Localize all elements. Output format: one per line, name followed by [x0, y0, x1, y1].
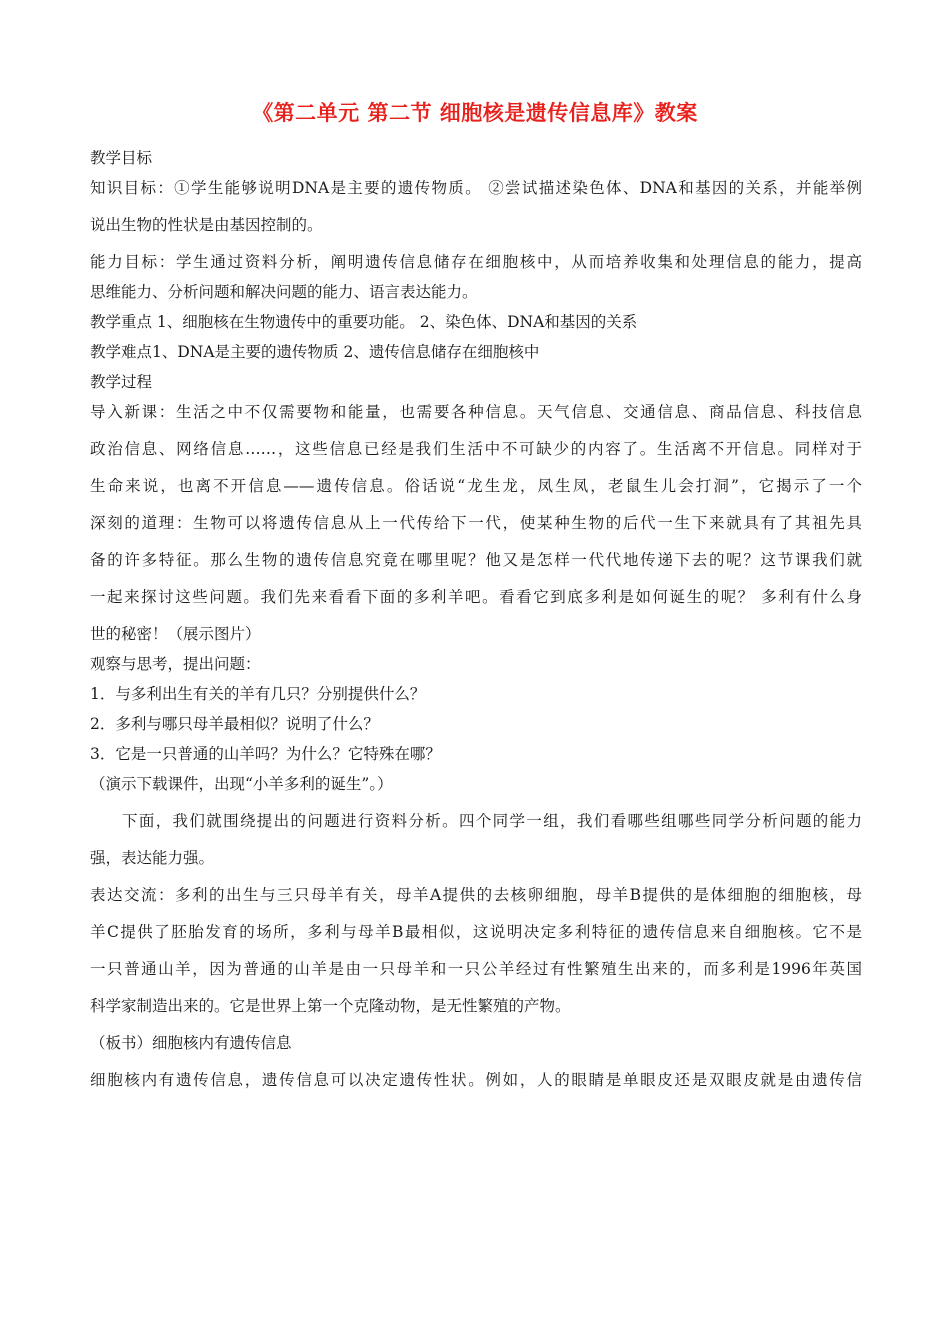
text-line: 教学过程 [90, 373, 153, 391]
text-line: 政治信息、网络信息……，这些信息已经是我们生活中不可缺少的内容了。生活离不开信息。同样对于 [90, 440, 862, 458]
document-title: 《第二单元 第二节 细胞核是遗传信息库》教案 [252, 101, 698, 125]
text-line: 2．多利与哪只母羊最相似？说明了什么？ [90, 715, 379, 733]
text-line: 观察与思考，提出问题： [90, 655, 261, 673]
text-line: 下面，我们就围绕提出的问题进行资料分析。四个同学一组，我们看哪些组哪些同学分析问题的能力 [122, 812, 862, 830]
text-line: 生命来说，也离不开信息——遗传信息。俗话说“龙生龙，凤生凤，老鼠生儿会打洞”，它揭示了一个 [90, 477, 862, 495]
text-line: 导入新课：生活之中不仅需要物和能量，也需要各种信息。天气信息、交通信息、商品信息、科技信息 [90, 403, 862, 421]
text-line: 知识目标：①学生能够说明DNA是主要的遗传物质。 ②尝试描述染色体、DNA和基因的关系，并能举例 [90, 179, 862, 197]
text-line: 世的秘密！（展示图片） [90, 625, 261, 643]
text-line: 表达交流：多利的出生与三只母羊有关，母羊A提供的去核卵细胞，母羊B提供的是体细胞的细胞核，母 [90, 886, 862, 904]
text-line: （演示下载课件，出现“小羊多利的诞生”。） [90, 775, 393, 793]
text-line: 一只普通山羊，因为普通的山羊是由一只母羊和一只公羊经过有性繁殖生出来的，而多利是1996年英国 [90, 960, 862, 978]
text-line: 强，表达能力强。 [90, 849, 215, 867]
text-line: 思维能力、分析问题和解决问题的能力、语言表达能力。 [90, 283, 478, 301]
text-line: 教学目标 [90, 149, 153, 167]
document-body [90, 148, 862, 1091]
text-line: 说出生物的性状是由基因控制的。 [90, 216, 323, 234]
text-line: 深刻的道理：生物可以将遗传信息从上一代传给下一代，使某种生物的后代一生下来就具有了其祖先具 [90, 514, 862, 532]
text-line: 细胞核内有遗传信息，遗传信息可以决定遗传性状。例如，人的眼睛是单眼皮还是双眼皮就是由遗传信 [90, 1071, 862, 1089]
text-line: 教学难点1、DNA是主要的遗传物质 2、遗传信息储存在细胞核中 [90, 343, 540, 361]
text-line: 教学重点 1、细胞核在生物遗传中的重要功能。 2、染色体、DNA和基因的关系 [90, 313, 638, 331]
text-line: 3．它是一只普通的山羊吗？为什么？它特殊在哪？ [90, 745, 441, 763]
text-line: 能力目标：学生通过资料分析，阐明遗传信息储存在细胞核中，从而培养收集和处理信息的能力，提高 [90, 253, 862, 271]
text-line: 一起来探讨这些问题。我们先来看看下面的多利羊吧。看看它到底多利是如何诞生的呢？ 多利有什么身 [90, 588, 862, 606]
text-line: 羊C提供了胚胎发育的场所，多利与母羊B最相似，这说明决定多利特征的遗传信息来自细胞核。它不是 [90, 923, 862, 941]
text-line: 1．与多利出生有关的羊有几只？分别提供什么？ [90, 685, 426, 703]
text-line: 科学家制造出来的。它是世界上第一个克隆动物，是无性繁殖的产物。 [90, 997, 571, 1015]
text-line: （板书）细胞核内有遗传信息 [90, 1034, 292, 1052]
text-line: 备的许多特征。那么生物的遗传信息究竟在哪里呢？他又是怎样一代代地传递下去的呢？这节课我们就 [90, 551, 862, 569]
